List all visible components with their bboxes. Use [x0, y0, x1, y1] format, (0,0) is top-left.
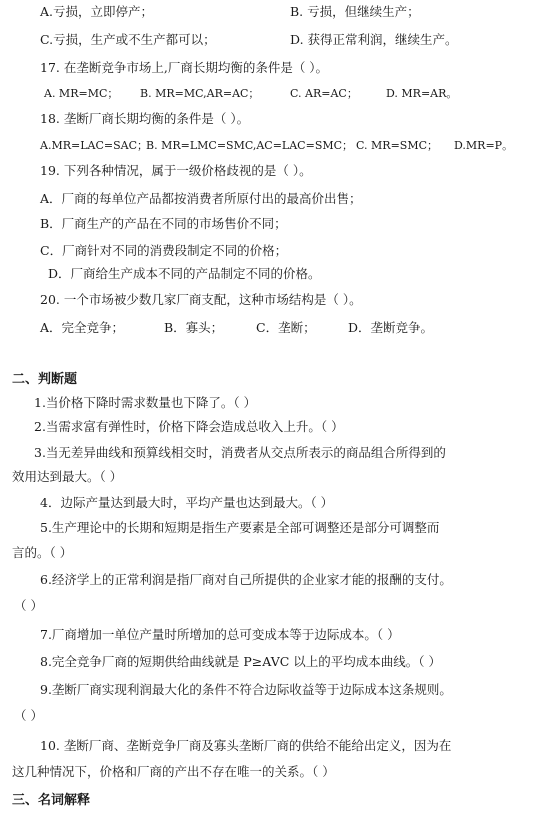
q17-text: 17. 在垄断竞争市场上,厂商长期均衡的条件是（ ）。	[40, 60, 329, 75]
q20-option-a: A．完全竞争；	[40, 320, 125, 335]
judgment-item-3-line2: 效用达到最大。（ ）	[12, 469, 123, 484]
q18-option-c: C. MR=SMC；	[356, 139, 438, 152]
q17-option-d: D. MR=AR。	[386, 87, 458, 100]
judgment-item-6-line2: （ ）	[14, 598, 43, 613]
q16-option-b: B. 亏损，但继续生产；	[290, 4, 420, 19]
q18-option-a: A.MR=LAC=SAC；	[40, 139, 148, 152]
q19-option-c: C．厂商针对不同的消费段制定不同的价格；	[40, 243, 288, 258]
judgment-item-10-line1: 10. 垄断厂商、垄断竞争厂商及寡头垄断厂商的供给不能给出定义，因为在	[40, 738, 452, 753]
judgment-item-2: 2.当需求富有弹性时，价格下降会造成总收入上升。（ ）	[34, 419, 344, 434]
q17-option-c: C. AR=AC；	[290, 87, 358, 100]
judgment-item-1: 1.当价格下降时需求数量也下降了。（ ）	[34, 395, 257, 410]
q20-option-c: C．垄断；	[256, 320, 316, 335]
q19-option-b: B．厂商生产的产品在不同的市场售价不同；	[40, 216, 287, 231]
judgment-item-7: 7.厂商增加一单位产量时所增加的总可变成本等于边际成本。（ ）	[40, 627, 400, 642]
judgment-item-5-line1: 5.生产理论中的长期和短期是指生产要素是全部可调整还是部分可调整而	[40, 520, 440, 535]
q18-option-d: D.MR=P。	[454, 139, 514, 152]
q17-option-b: B. MR=MC,AR=AC；	[140, 87, 260, 100]
section-heading-judgment: 二、判断题	[12, 372, 78, 387]
judgment-item-6-line1: 6.经济学上的正常利润是指厂商对自己所提供的企业家才能的报酬的支付。	[40, 572, 452, 587]
q20-option-d: D．垄断竞争。	[348, 320, 434, 335]
q19-option-a: A．厂商的每单位产品都按消费者所原付出的最高价出售；	[40, 191, 362, 206]
judgment-item-8: 8.完全竞争厂商的短期供给曲线就是 P≥AVC 以上的平均成本曲线。（ ）	[40, 654, 441, 669]
judgment-item-10-line2: 这几种情况下，价格和厂商的产出不存在唯一的关系。（ ）	[12, 764, 335, 779]
judgment-item-4: 4．边际产量达到最大时，平均产量也达到最大。（ ）	[40, 495, 334, 510]
section-heading-terms: 三、名词解释	[12, 793, 91, 808]
q20-option-b: B．寡头；	[164, 320, 224, 335]
q16-option-d: D. 获得正常利润，继续生产。	[290, 32, 458, 47]
q18-text: 18. 垄断厂商长期均衡的条件是（ ）。	[40, 111, 250, 126]
q19-text: 19. 下列各种情况，属于一级价格歧视的是（ ）。	[40, 163, 312, 178]
q17-option-a: A. MR=MC；	[44, 87, 119, 100]
q16-option-a: A.亏损，立即停产；	[40, 4, 154, 19]
judgment-item-9-line2: （ ）	[14, 708, 43, 723]
q18-option-b: B. MR=LMC=SMC,AC=LAC=SMC；	[146, 139, 354, 152]
judgment-item-5-line2: 言的。（ ）	[12, 545, 73, 560]
q20-text: 20. 一个市场被少数几家厂商支配，这种市场结构是（ ）。	[40, 292, 362, 307]
judgment-item-9-line1: 9.垄断厂商实现利润最大化的条件不符合边际收益等于边际成本这条规则。	[40, 682, 452, 697]
q16-option-c: C.亏损，生产或不生产都可以；	[40, 32, 216, 47]
judgment-item-3-line1: 3.当无差异曲线和预算线相交时，消费者从交点所表示的商品组合所得到的	[34, 445, 446, 460]
q19-option-d: D．厂商给生产成本不同的产品制定不同的价格。	[48, 266, 321, 281]
